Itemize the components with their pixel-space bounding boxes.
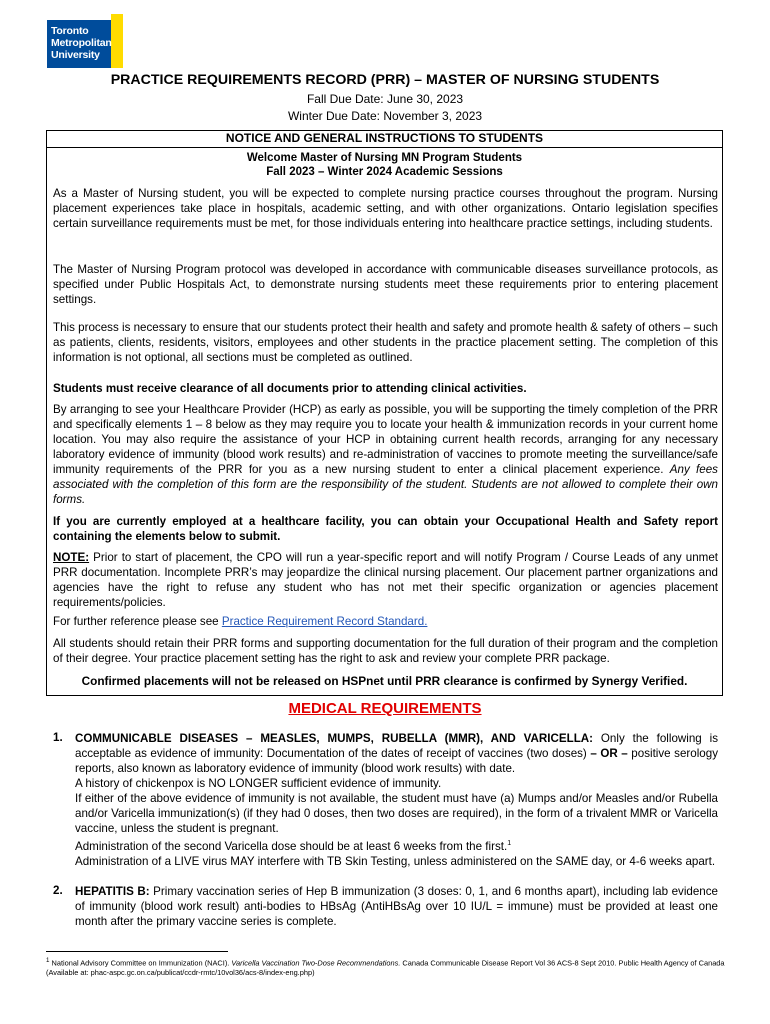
note-label: NOTE: xyxy=(53,551,90,564)
paragraph-intro: As a Master of Nursing student, you will be expected to complete nursing practice courses throughout the program. Nursing placement experiences take place in hospitals, academic setting, and with other organizations. Ontario legislation specifies certain surveillance requirements must be met, for those individuals entering into healthcare practice settings, including students. xyxy=(53,187,718,230)
paragraph-note: NOTE: Prior to start of placement, the CPO will run a year-specific report and will notify Program / Course Leads of any unmet PRR documentation. Incomplete PRR’s may jeopardize the clinical nursing placement. Our placement partner organizations and agencies have the right to refuse any student who has not met their specific organization or agencies placement requirements/policies. xyxy=(53,551,718,609)
paragraph-protocol: The Master of Nursing Program protocol was developed in accordance with communicable diseases surveillance protocols, as specified under Public Hospitals Act, to demonstrate nursing students meet these requirements prior to entering placement settings. xyxy=(53,263,718,306)
item-communicable-diseases: COMMUNICABLE DISEASES – MEASLES, MUMPS, RUBELLA (MMR), AND VARICELLA: Only the following is acceptable as evidence of immunity: Documentation of the dates of receipt of vaccines (two doses) – OR – positive serology reports, also known as laboratory evidence of immunity (blood work results) with date. A history of chickenpox is NO LONGER sufficient evidence of immunity. If either of the above evidence of immunity is not available, the student must have (a) Mumps and/or Measles and/or Rubella and/or Varicella immunization(s) (if they had 0 doses, then two doses are required), in the form of a trivalent MMR or Varicella vaccine, unless the student is pregnant. Administration of the second Varicella dose should be at least 6 weeks from the first.$^1$ Administration of a LIVE virus MAY interfere with TB Skin Testing, unless administered on the SAME day, or 4-6 weeks apart. xyxy=(75,732,718,868)
footnote-divider xyxy=(46,951,228,952)
item-hepatitis-b: HEPATITIS B: Primary vaccination series of Hep B immunization (3 doses: 0, 1, and 6 months apart), including lab evidence of immunity (blood work result) anti-bodies to HBsAg (AntiHBsAg over 10 IU/L = immune) must be provided at least one month after the primary vaccine series is complete. xyxy=(75,885,718,928)
logo-yellow-bar xyxy=(111,14,123,68)
employed-statement: If you are currently employed at a healthcare facility, you can obtain your Occupational Health and Safety report containing the elements below to submit. xyxy=(53,515,718,543)
logo-text: Toronto Metropolitan University xyxy=(51,25,112,61)
footnote: $^1$ National Advisory Committee on Immunization (NACI). Varicella Vaccination Two-Dose Recommendations. Canada Communicable Disease Report Vol 36 ACS-8 Sept 2010. Public Health Agency of Canada (Available at: phac-aspc.gc.on.ca/publicat/ccdr-rmtc/10vol36/acs-8/index-eng.php) xyxy=(46,957,725,978)
clearance-statement: Students must receive clearance of all documents prior to attending clinical activities. xyxy=(53,382,527,395)
welcome-line: Welcome Master of Nursing MN Program Students xyxy=(246,152,523,164)
winter-due-date: Winter Due Date: November 3, 2023 xyxy=(287,109,483,123)
paragraph-reference: For further reference please see Practice Requirement Record Standard. xyxy=(53,615,428,628)
sessions-line: Fall 2023 – Winter 2024 Academic Sessions xyxy=(266,166,503,178)
item-number: 1. xyxy=(53,731,63,744)
notice-header: NOTICE AND GENERAL INSTRUCTIONS TO STUDENTS xyxy=(46,130,723,148)
item-heading: HEPATITIS B: xyxy=(75,885,150,898)
confirmed-placements-statement: Confirmed placements will not be released on HSPnet until PRR clearance is confirmed by Synergy Verified. xyxy=(81,674,688,688)
document-title: PRACTICE REQUIREMENTS RECORD (PRR) – MASTER OF NURSING STUDENTS xyxy=(110,72,660,88)
medical-requirements-title: MEDICAL REQUIREMENTS xyxy=(288,700,482,717)
item-heading: COMMUNICABLE DISEASES – MEASLES, MUMPS, RUBELLA (MMR), AND VARICELLA: xyxy=(75,732,594,745)
paragraph-hcp: By arranging to see your Healthcare Provider (HCP) as early as possible, you will be supporting the timely completion of the PRR and specifically elements 1 – 8 below as they may require you to locate your health & immunization records in your current home location. You may also require the assistance of your HCP in obtaining current health records, arranging for any necessary laboratory evidence of immunity (blood work results) and re-administration of vaccines to promote meeting the surveillance/safe immunity requirements of the PRR for you as a new nursing student to enter a clinical placement experience. Any fees associated with the completion of this form are the responsibility of the student. Students are not allowed to complete their own forms. xyxy=(53,403,718,506)
paragraph-retain: All students should retain their PRR forms and supporting documentation for the full duration of their program and the completion of their degree. Your practice placement setting has the right to ask and review your complete PRR package. xyxy=(53,637,718,665)
paragraph-process: This process is necessary to ensure that our students protect their health and safety and promote health & safety of others – such as patients, clients, residents, visitors, employees and other students in the practice placement setting. The completion of this information is not optional, all sections must be completed as outlined. xyxy=(53,321,718,364)
prr-standard-link[interactable]: Practice Requirement Record Standard. xyxy=(221,615,428,628)
fees-note: Any fees associated with the completion of this form are the responsibility of the student. Students are not allowed to complete their own forms. xyxy=(53,463,718,506)
item-number: 2. xyxy=(53,884,63,897)
university-logo xyxy=(47,14,123,68)
fall-due-date: Fall Due Date: June 30, 2023 xyxy=(306,92,464,106)
